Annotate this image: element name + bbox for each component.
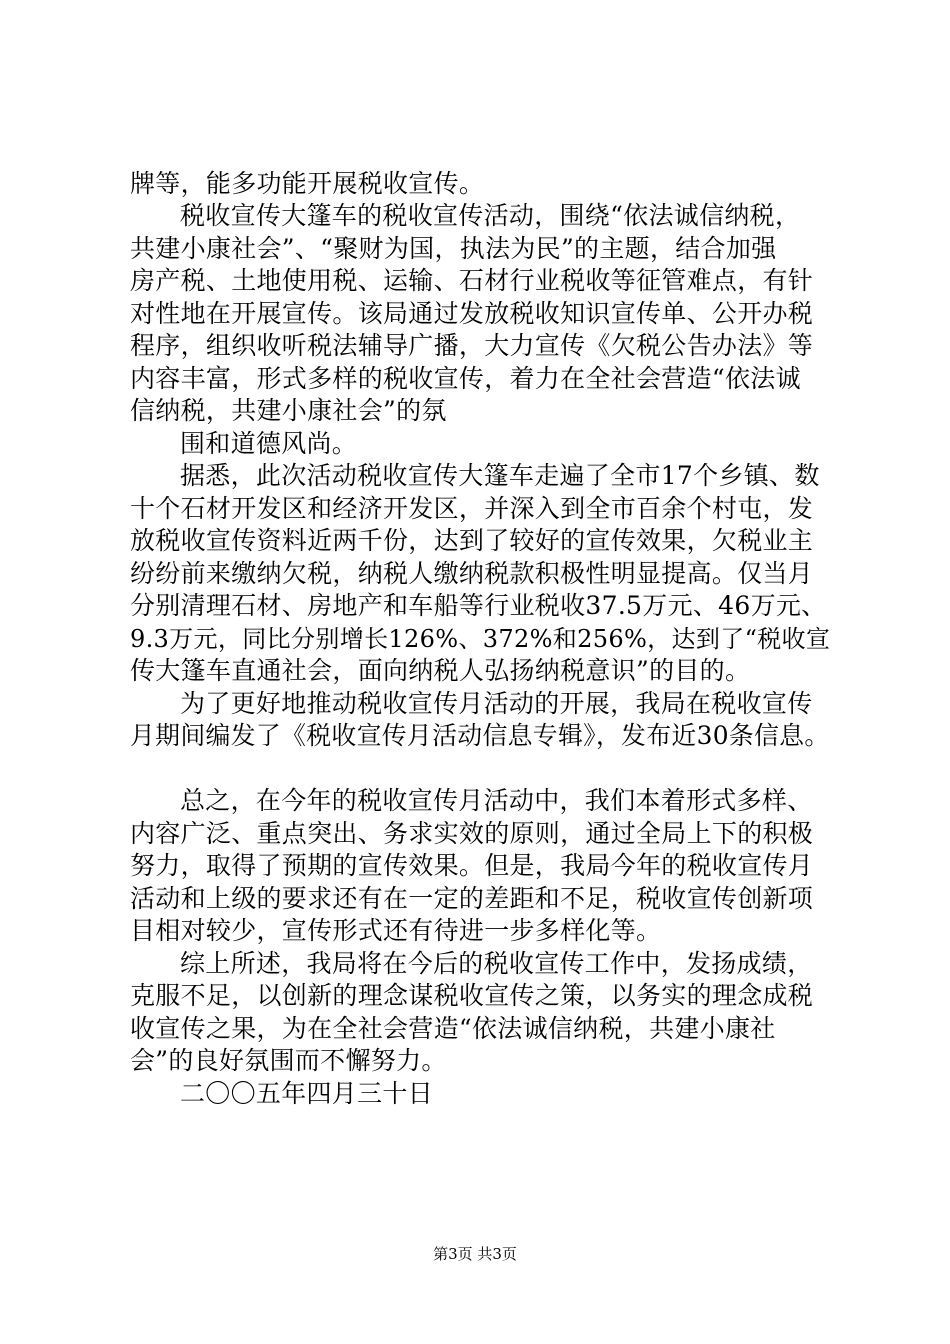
text-line: 牌等，能多功能开展税收宣传。 (130, 169, 485, 198)
text-line: 房产税、土地使用税、运输、石材行业税收等征管难点，有针 (130, 266, 814, 295)
text-line: 共建小康社会”、“聚财为国，执法为民”的主题，结合加强 (130, 234, 777, 263)
text-line: 内容丰富，形式多样的税收宣传，着力在全社会营造“依法诚 (130, 364, 801, 393)
text-line: 传大篷车直通社会，面向纳税人弘扬纳税意识”的目的。 (130, 656, 751, 685)
date-line: 二〇〇五年四月三十日 (180, 1079, 434, 1108)
text-line: 围和道德风尚。 (180, 429, 358, 458)
text-line: 会”的良好氛围而不懈努力。 (130, 1046, 447, 1075)
text-line: 9.3万元，同比分别增长126%、372%和256%，达到了“税收宣 (130, 625, 831, 653)
text-line: 对性地在开展宣传。该局通过发放税收知识宣传单、公开办税 (130, 299, 814, 328)
text-line: 月期间编发了《税收宣传月活动信息专辑》，发布近30条信息。 (130, 721, 830, 750)
text-line: 努力，取得了预期的宣传效果。但是，我局今年的税收宣传月 (130, 851, 814, 880)
text-line: 内容广泛、重点突出、务求实效的原则，通过全局上下的积极 (130, 819, 814, 848)
page-number-footer: 第3页 共3页 (433, 1245, 517, 1263)
text-line: 分别清理石材、房地产和车船等行业税收37.5万元、46万元、 (130, 591, 827, 620)
text-line: 总之，在今年的税收宣传月活动中，我们本着形式多样、 (180, 786, 813, 815)
text-line: 放税收宣传资料近两千份，达到了较好的宣传效果，欠税业主 (130, 526, 814, 555)
text-line: 据悉，此次活动税收宣传大篷车走遍了全市17个乡镇、数 (180, 461, 820, 490)
text-line: 目相对较少，宣传形式还有待进一步多样化等。 (130, 916, 662, 945)
text-line: 信纳税，共建小康社会”的氛 (130, 396, 447, 425)
text-line: 活动和上级的要求还有在一定的差距和不足，税收宣传创新项 (130, 884, 814, 913)
text-line: 十个石材开发区和经济开发区，并深入到全市百余个村屯，发 (130, 494, 814, 523)
text-line: 克服不足，以创新的理念谋税收宣传之策，以务实的理念成税 (130, 981, 814, 1010)
text-line: 为了更好地推动税收宣传月活动的开展，我局在税收宣传 (180, 689, 813, 718)
text-line: 收宣传之果，为在全社会营造“依法诚信纳税，共建小康社 (130, 1014, 776, 1043)
text-line: 程序，组织收听税法辅导广播，大力宣传《欠税公告办法》等 (130, 331, 814, 360)
text-line: 综上所述，我局将在今后的税收宣传工作中，发扬成绩， (180, 949, 813, 978)
text-line: 税收宣传大篷车的税收宣传活动，围绕“依法诚信纳税， (180, 201, 801, 230)
text-line: 纷纷前来缴纳欠税，纳税人缴纳税款积极性明显提高。仅当月 (130, 559, 814, 588)
